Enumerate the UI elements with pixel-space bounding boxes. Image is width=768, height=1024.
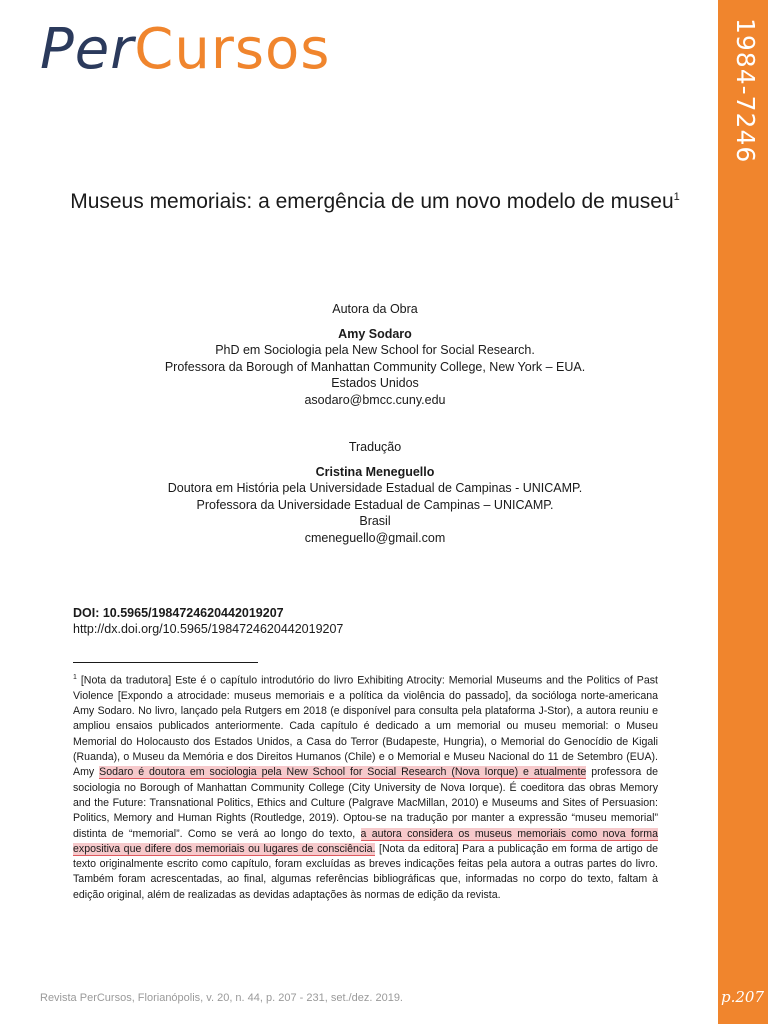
- article-title: [40, 190, 710, 214]
- translator-block: [40, 439, 710, 546]
- logo-cursos: Cursos: [134, 17, 331, 82]
- author-block: [40, 301, 710, 408]
- doi-link[interactable]: http://dx.doi.org/10.5965/1984724620442019207: [73, 622, 344, 636]
- doi-label: DOI: 10.5965/1984724620442019207: [73, 606, 284, 620]
- translator-country: Brasil: [359, 514, 391, 528]
- footnote-highlight-1: Sodaro é doutora em sociologia pela New School for Social Research (Nova Iorque) e atualmente: [99, 766, 587, 779]
- doi-block: [73, 605, 343, 637]
- translator-email[interactable]: cmeneguello@gmail.com: [304, 530, 446, 545]
- translator-name: Cristina Meneguello: [315, 464, 435, 479]
- author-affiliation: Professora da Borough of Manhattan Community College, New York – EUA.: [164, 359, 586, 374]
- author-name: Amy Sodaro: [338, 326, 412, 341]
- journal-logo: [40, 17, 331, 82]
- footnote-highlight-2: a autora considera os museus memoriais como nova forma expositiva que difere dos memoriais ou lugares de consciência.: [73, 827, 658, 855]
- footnote-text-2: professora de sociologia no Borough of Manhattan Community College (City University de Nova Iorque). É coeditora das obras Memory and the Future: Transnational Politics, Ethics and Culture (Palgrave MacMillan, 2010) e Museums and Sites of Persuasion: Politics, Memory and Human Rights (Routledge, 2019). Optou-se na tradução por manter a expressão “museu memorial” distinta de “memorial”. Como se verá ao longo do texto,: [73, 766, 658, 840]
- title-footnote-mark: 1: [673, 191, 680, 203]
- article-title-text: Museus memoriais: a emergência de um novo modelo de museu: [70, 190, 674, 213]
- author-country: Estados Unidos: [331, 376, 419, 390]
- logo-per: Per: [40, 17, 135, 82]
- footnote-divider: [73, 662, 258, 663]
- footnote-mark: 1: [73, 674, 77, 681]
- footnote-text-3: [Nota da editora] Para a publicação em forma de artigo de texto originalmente escrito como capítulo, foram excluídas as breves indicações feitas pela autora a outras partes do livro. Também foram acrescentadas, ao final, algumas referências bibliográficas que, informadas no corpo do texto, faltam à edição original, além de realizadas as devidas adaptações às normas de edição da revista.: [73, 842, 658, 901]
- footnote: [73, 670, 658, 903]
- journal-citation-footer: Revista PerCursos, Florianópolis, v. 20, n. 44, p. 207 - 231, set./dez. 2019.: [40, 992, 403, 1004]
- footnote-text-1: [Nota da tradutora] Este é o capítulo introdutório do livro Exhibiting Atrocity: Memorial Museums and the Politics of Past Violence [Expondo a atrocidade: museus memoriais e a política da violência do passado], da socióloga norte-americana Amy Sodaro. No livro, lançado pela Rutgers em 2018 (e disponível para consulta pela plataforma J-Stor), a autora reuniu e ampliou ensaios publicados anteriormente. Cada capítulo é dedicado a um memorial ou museu memorial: o Museu Memorial do Holocausto dos Estados Unidos, a Casa do Terror (Budapeste, Hungria), o Memorial do Genocídio de Kigali (Ruanda), o Museu da Memória e dos Direitos Humanos (Chile) e o Memorial e Museu Nacional do 11 de Setembro (EUA). Amy: [73, 674, 658, 779]
- translator-degree: Doutora em História pela Universidade Estadual de Campinas - UNICAMP.: [167, 481, 583, 495]
- author-degree: PhD em Sociologia pela New School for Social Research.: [215, 343, 535, 357]
- author-email[interactable]: asodaro@bmcc.cuny.edu: [304, 392, 446, 407]
- translator-affiliation: Professora da Universidade Estadual de Campinas – UNICAMP.: [196, 497, 554, 512]
- page-number: p.207: [720, 988, 764, 1006]
- orange-side-band: [718, 0, 768, 1024]
- issn-number: 1984-7246: [731, 18, 760, 164]
- author-heading: Autora da Obra: [332, 302, 418, 316]
- translator-heading: Tradução: [348, 440, 402, 454]
